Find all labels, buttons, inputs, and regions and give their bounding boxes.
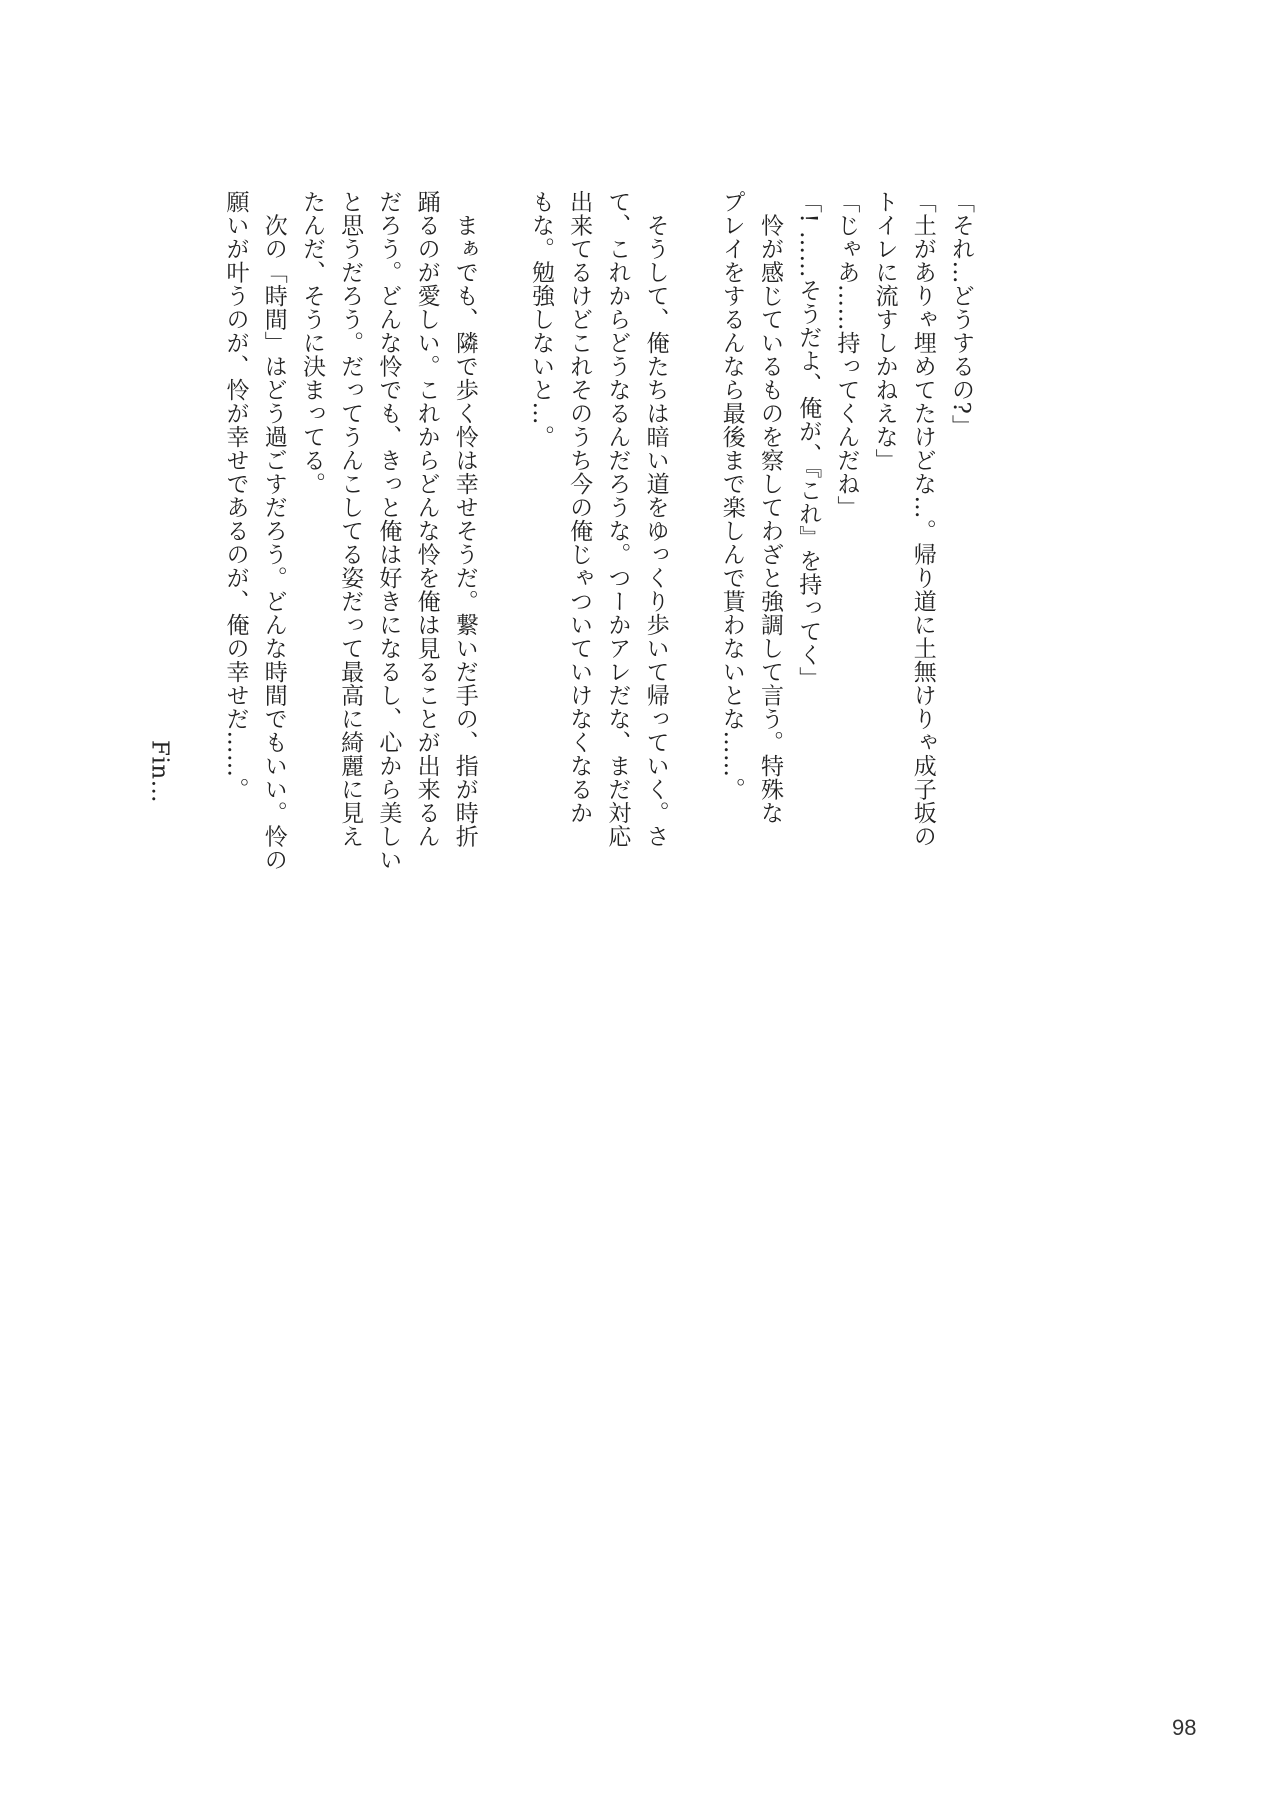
- text-line: 願いが叶うのが、怜が幸せであるのが、俺の幸せだ……。: [222, 190, 249, 801]
- text-line: 怜が感じているものを察してわざと強調して言う。特殊な: [756, 190, 783, 825]
- fin-marker: Fin…: [146, 740, 173, 804]
- text-line: だろう。どんな怜でも、きっと俺は好きになるし、心から美しい: [375, 190, 402, 872]
- text-line: トイレに流すしかねえな」: [871, 190, 898, 472]
- paragraph-gap: [484, 190, 522, 191]
- text-line: 「じゃあ……持ってくんだね」: [833, 190, 860, 519]
- text-line: プレイをするんなら最後まで楽しんで貰わないとな……。: [718, 190, 745, 801]
- text-line: と思うだろう。だってうんこしてる姿だって最高に綺麗に見え: [337, 190, 364, 848]
- text-line: 出来てるけどこれそのうち今の俺じゃついていけなくなるか: [566, 190, 593, 825]
- paragraph-gap: [178, 190, 216, 191]
- text-line: て、これからどうなるんだろうな。つーかアレだな、まだ対応: [604, 190, 631, 848]
- text-line: そうして、俺たちは暗い道をゆっくり歩いて帰っていく。さ: [642, 190, 669, 848]
- page-number: 98: [1172, 1715, 1197, 1740]
- text-line: もな。勉強しないと…。: [527, 190, 554, 449]
- text-line: 踊るのが愛しい。これからどんな怜を俺は見ることが出来るん: [413, 190, 440, 848]
- text-line: たんだ、そうに決まってる。: [298, 190, 325, 496]
- paragraph-gap: [675, 190, 713, 191]
- text-line: 次の「時間」はどう過ごすだろう。どんな時間でもいい。怜の: [260, 190, 287, 872]
- text-line: 「それ…どうするの?」: [948, 190, 974, 438]
- text-line: 「! ……そうだよ、俺が、『これ』を持ってく」: [795, 190, 822, 690]
- text-line: まぁでも、隣で歩く怜は幸せそうだ。繋いだ手の、指が時折: [451, 190, 478, 848]
- text-line: 「土がありゃ埋めてたけどな…。帰り道に土無けりゃ成子坂の: [909, 190, 936, 848]
- vertical-text-body: [140, 190, 980, 872]
